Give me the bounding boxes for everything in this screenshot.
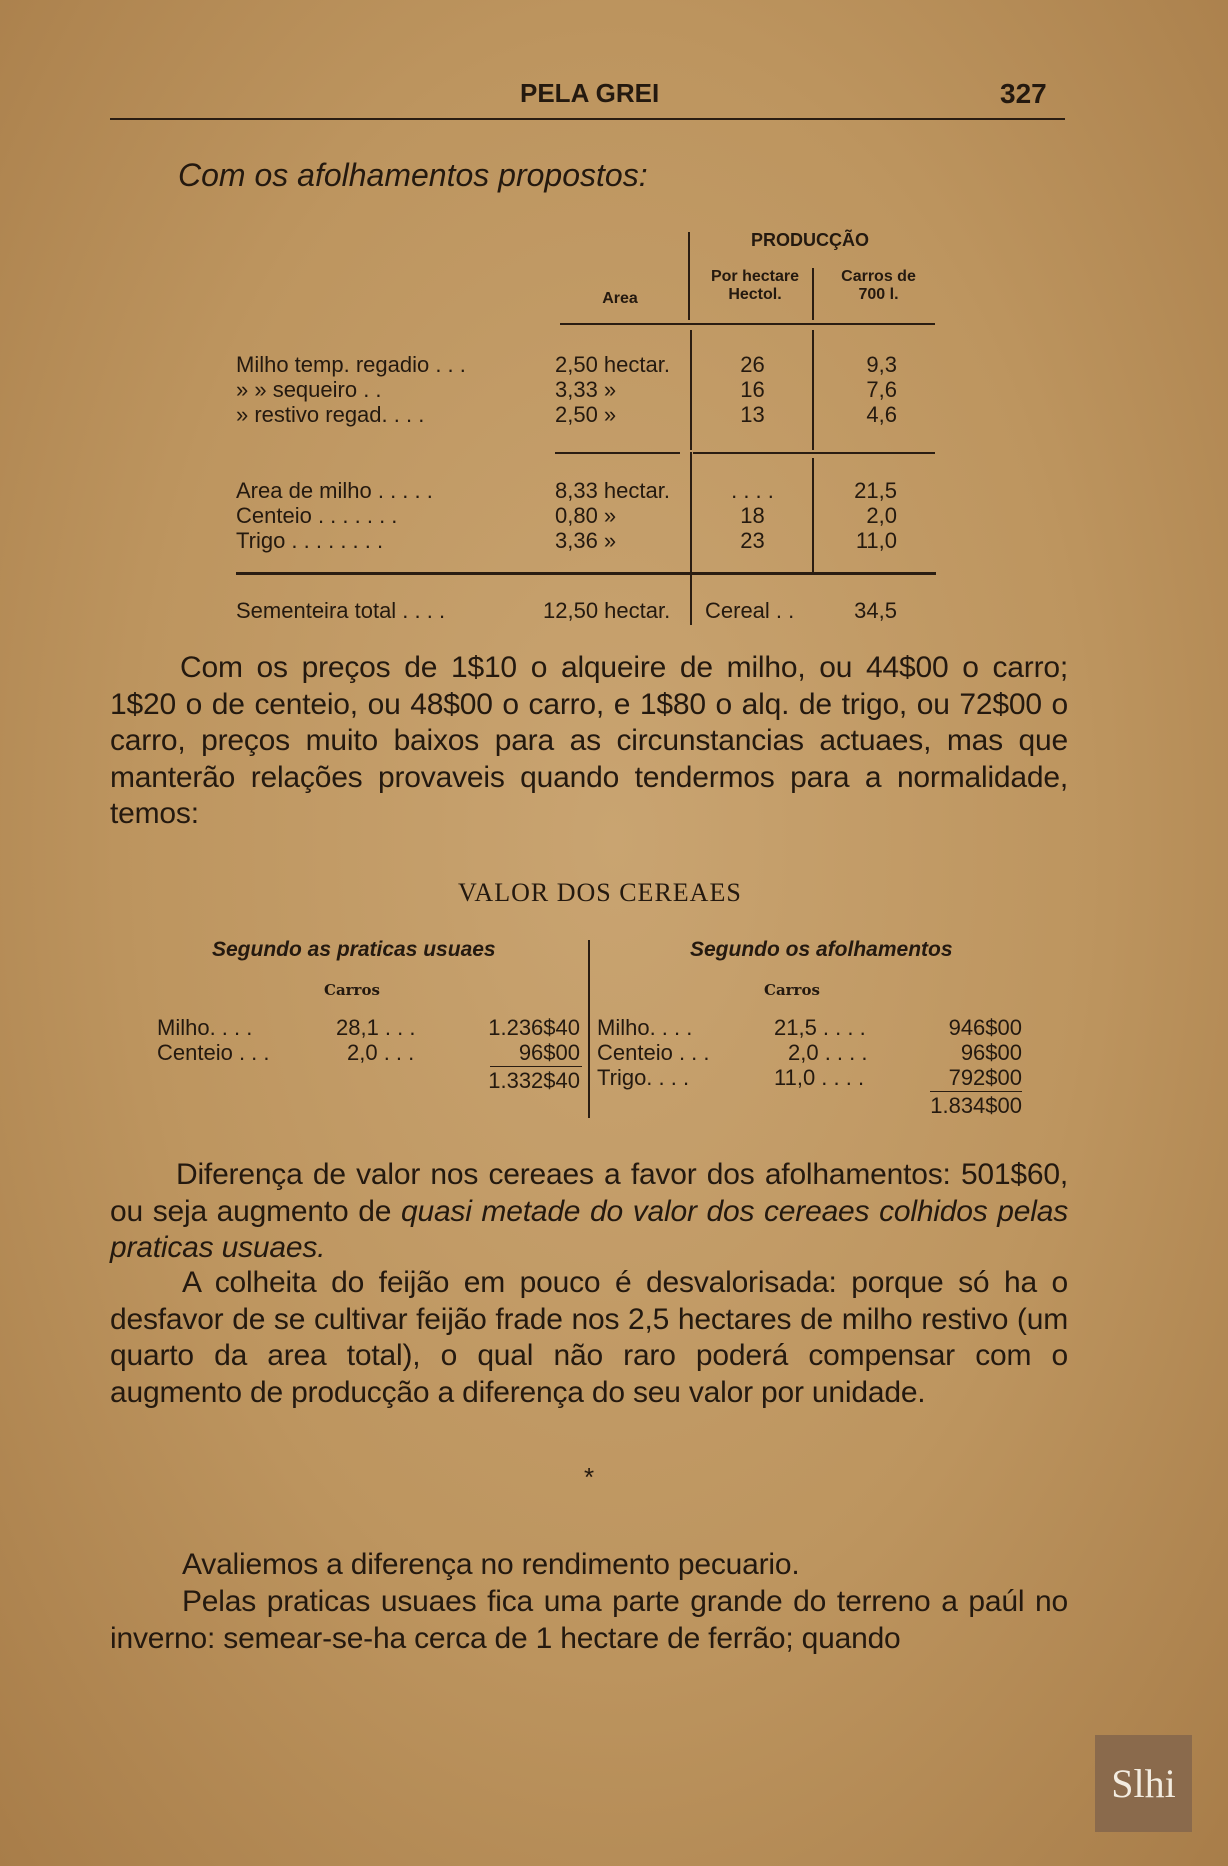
table2-right-row-label: Centeio . . . (597, 1040, 710, 1065)
intro-heading: Com os afolhamentos propostos: (178, 157, 648, 193)
table1-row-label: Milho temp. regadio . . . (236, 352, 466, 377)
table1-total-area: 12,50 hectar. (543, 598, 671, 623)
table1-row-hectol: 13 (740, 402, 765, 427)
table1-row-area: 0,80 » (555, 503, 617, 528)
table2-right-row-carros: 2,0 . . . . (788, 1040, 868, 1065)
table2-left-row-label: Centeio . . . (157, 1040, 270, 1065)
table1-row-label: » » sequeiro . . (236, 377, 382, 402)
table2-right-sum-rule (930, 1091, 1022, 1092)
header-rule (110, 118, 1065, 120)
table1-row-area: 3,33 » (555, 377, 617, 402)
table1-row-label: Trigo . . . . . . . . (236, 528, 384, 553)
table1-vline-1 (688, 232, 690, 320)
table1-subrule-prod (693, 452, 935, 454)
table1-row-area: 2,50 hectar. (555, 352, 670, 377)
table2-right-total: 1.834$00 (930, 1093, 1022, 1118)
table2-left-row-carros: 2,0 . . . (347, 1040, 415, 1065)
table1-col-area: Area (602, 290, 638, 307)
table1-row-label: Centeio . . . . . . . (236, 503, 398, 528)
paragraph-difference-emphasis: quasi metade do valor dos cereaes colhidos pelas praticas usuaes. (110, 1194, 1069, 1264)
table1-row-carros: 7,6 (866, 377, 897, 402)
table1-vline-4 (812, 330, 814, 450)
table1-row-carros: 2,0 (866, 503, 897, 528)
paragraph-prices: Com os preços de 1$10 o alqueire de milho, ou 44$00 o carro; 1$20 o de centeio, ou 48$00 o carro, e 1$80 o alq. de trigo, ou 72$00 o carro, preços muito baixos para as circunstancias actuaes, mas que manterão relações provaveis quando tendermos para a normalidade, temos: (110, 651, 1068, 830)
table1-vline-total (690, 575, 692, 625)
table1-row-label: Area de milho . . . . . (236, 478, 433, 503)
table1-total-carros: 34,5 (854, 598, 897, 623)
table2-left-carros-label: Carros (324, 981, 380, 999)
table2-left-row-value: 96$00 (518, 1040, 580, 1065)
table2-right-row-label: Trigo. . . . (597, 1065, 690, 1090)
table1-row-label: » restivo regad. . . . (236, 402, 425, 427)
table1-row-carros: 9,3 (866, 352, 897, 377)
table2-left-sum-rule (490, 1066, 582, 1067)
table1-vline-5 (690, 452, 692, 572)
table2-right-row-value: 96$00 (960, 1040, 1022, 1065)
table1-vline-3 (690, 330, 692, 450)
table2-vline-center (588, 940, 590, 1118)
table1-row-hectol: 16 (740, 377, 765, 402)
table1-total-cereal: Cereal . . (705, 598, 795, 623)
table1-row-area: 3,36 » (555, 528, 617, 553)
table1-subrule-area (555, 452, 680, 454)
page-number: 327 (1000, 78, 1047, 109)
table1-total-label: Sementeira total . . . . (236, 598, 446, 623)
table1-row-hectol: 26 (740, 352, 765, 377)
table1-hrule-header (560, 323, 935, 325)
table1-vline-2 (812, 268, 814, 320)
section-separator: * (584, 1462, 595, 1492)
table1-row-hectol: . . . . (731, 478, 774, 503)
table2-left-header: Segundo as praticas usuaes (212, 938, 496, 961)
table1-row-hectol: 23 (740, 528, 765, 553)
table1-col-hectol: Por hectare Hectol. (710, 268, 800, 303)
library-logo (1095, 1735, 1192, 1832)
paragraph-difference (110, 1157, 1068, 1267)
table1-total-rule (236, 572, 936, 575)
table1-row-area: 2,50 » (555, 402, 617, 427)
running-title: PELA GREI (520, 78, 660, 108)
table2-right-row-label: Milho. . . . (597, 1015, 693, 1040)
table2-left-row-value: 1.236$40 (488, 1015, 580, 1040)
library-logo-text: Slhi (1111, 1761, 1176, 1806)
table1-row-hectol: 18 (740, 503, 765, 528)
table2-left-row-label: Milho. . . . (157, 1015, 253, 1040)
table1-col-carros: Carros de 700 l. (841, 268, 916, 303)
paragraph-pecuario: Avaliemos a diferença no rendimento pecuario. (182, 1548, 800, 1581)
paragraph-difference-text: Diferença de valor nos cereaes a favor dos afolhamentos: 501$60, ou seja augmento de (110, 1158, 1068, 1228)
table2-right-row-value: 946$00 (948, 1015, 1022, 1040)
table2-right-row-carros: 21,5 . . . . (774, 1015, 866, 1040)
paragraph-praticas: Pelas praticas usuaes fica uma parte grande do terreno a paúl no inverno: semear-se-ha cerca de 1 hectare de ferrão; quando (110, 1585, 1068, 1655)
table1-row-carros: 4,6 (866, 402, 897, 427)
table2-left-total: 1.332$40 (488, 1068, 580, 1093)
table2-right-row-value: 792$00 (948, 1065, 1022, 1090)
table2-left-row-carros: 28,1 . . . (336, 1015, 416, 1040)
table2-right-carros-label: Carros (764, 981, 820, 999)
table1-vline-6 (812, 458, 814, 572)
table1-row-carros: 21,5 (854, 478, 897, 503)
table2-right-header: Segundo os afolhamentos (690, 938, 953, 961)
table2-title: VALOR DOS CEREAES (458, 878, 742, 907)
table1-group-header: PRODUCÇÃO (750, 230, 869, 250)
table2-right-row-carros: 11,0 . . . . (774, 1065, 865, 1090)
table1-row-carros: 11,0 (855, 528, 897, 553)
table1-row-area: 8,33 hectar. (555, 478, 670, 503)
paragraph-feijao: A colheita do feijão em pouco é desvalorisada: porque só ha o desfavor de se cultivar feijão frade nos 2,5 hectares de milho restivo (um quarto da area total), o qual não raro poderá compensar com o augmento de producção a diferença do seu valor por unidade. (110, 1266, 1068, 1409)
